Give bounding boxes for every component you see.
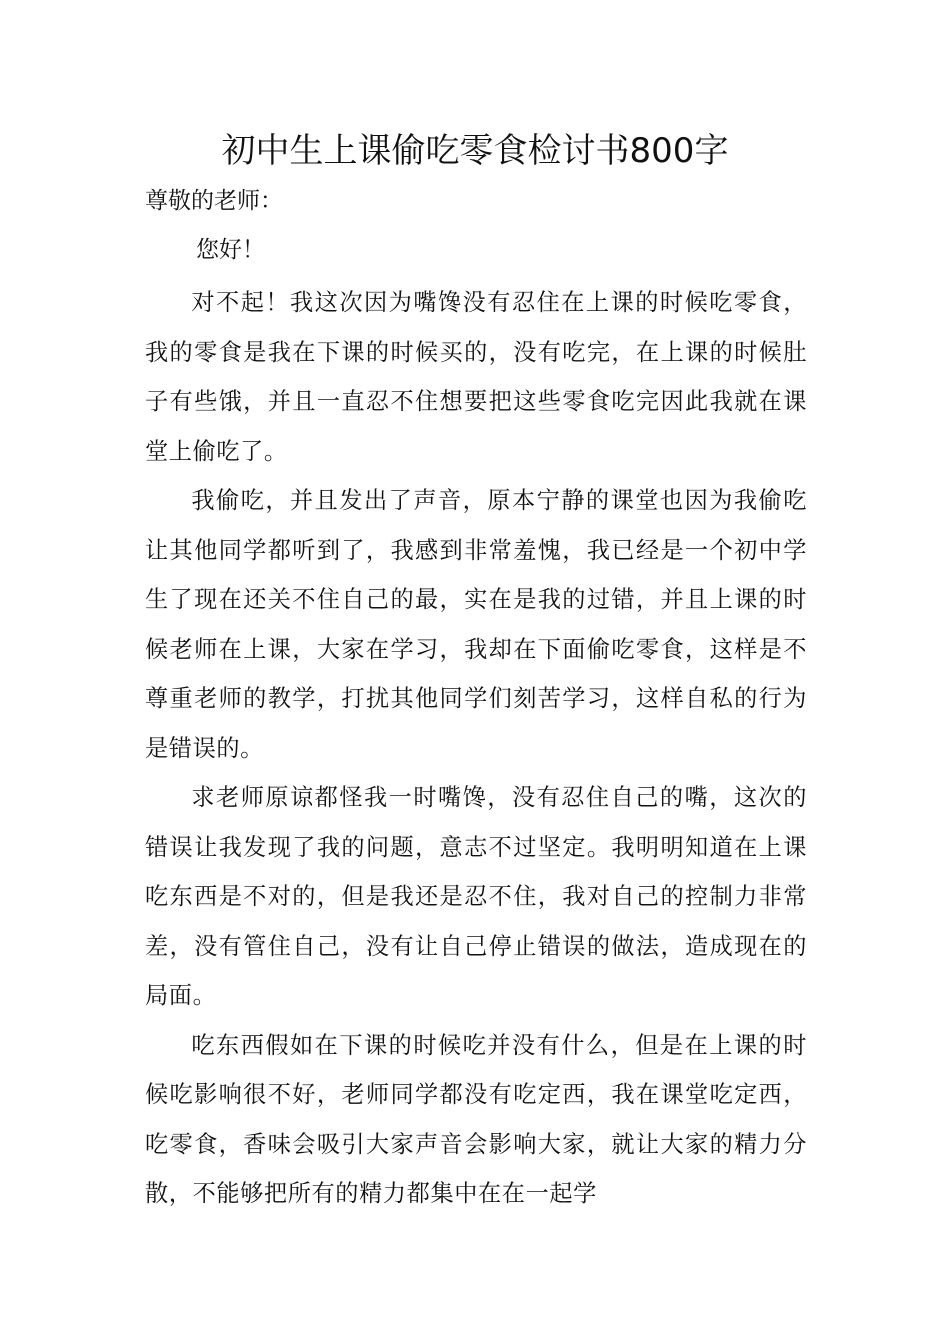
paragraph-1: 对不起！我这次因为嘴馋没有忍住在上课的时候吃零食，我的零食是我在下课的时候买的，没有吃完，在上课的时候肚子有些饿，并且一直忍不住想要把这些零食吃完因此我就在课堂上偷吃了。 (145, 289, 807, 465)
paragraph-3: 求老师原谅都怪我一时嘴馋，没有忍住自己的嘴，这次的错误让我发现了我的问题，意志不过坚定。我明明知道在上课吃东西是不对的，但是我还是忍不住，我对自己的控制力非常差，没有管住自己，没有让自己停止错误的做法，造成现在的局面。 (145, 784, 807, 1009)
document-title: 初中生上课偷吃零食检讨书800字 (221, 131, 729, 171)
document-body (145, 278, 807, 1219)
paragraph-4: 吃东西假如在下课的时候吃并没有什么，但是在上课的时候吃影响很不好，老师同学都没有吃定西，我在课堂吃定西，吃零食，香味会吸引大家声音会影响大家，就让大家的精力分散，不能够把所有的精力都集中在在一起学 (145, 1031, 807, 1207)
salutation: 尊敬的老师： (145, 188, 283, 214)
greeting: 您好！ (196, 237, 265, 263)
paragraph-2: 我偷吃，并且发出了声音，原本宁静的课堂也因为我偷吃让其他同学都听到了，我感到非常羞愧，我已经是一个初中学生了现在还关不住自己的最，实在是我的过错，并且上课的时候老师在上课，大家在学习，我却在下面偷吃零食，这样是不尊重老师的教学，打扰其他同学们刻苦学习，这样自私的行为是错误的。 (145, 487, 807, 762)
